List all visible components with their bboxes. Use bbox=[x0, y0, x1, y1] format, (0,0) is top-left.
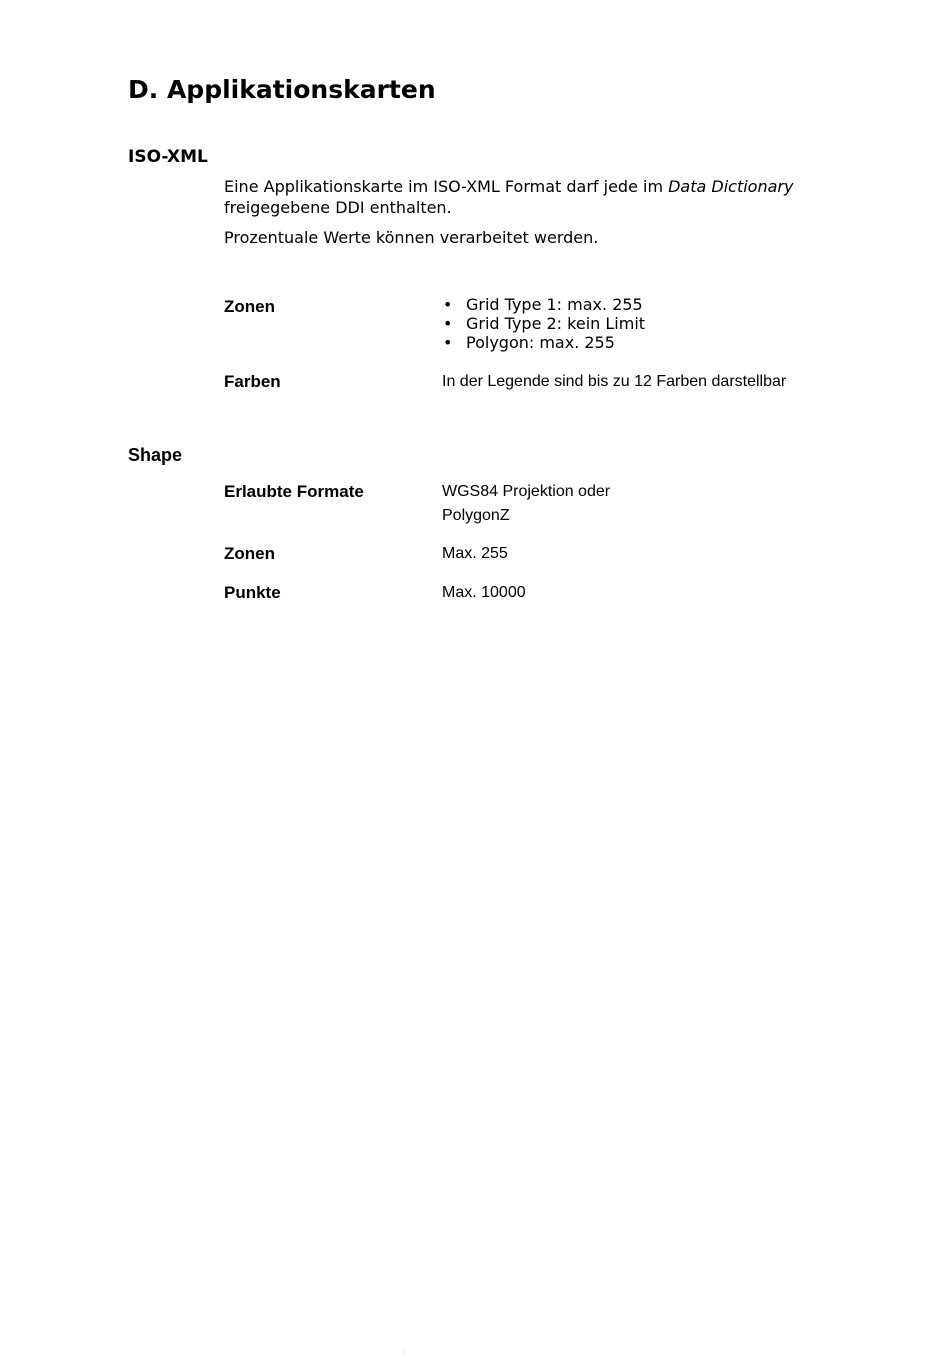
iso-xml-description-start: Eine Applikationskarte im ISO-XML Format darf jede im bbox=[224, 177, 669, 196]
iso-xml-description bbox=[224, 176, 854, 218]
page-title: D. Applikationskarten bbox=[128, 75, 436, 104]
iso-zonen-list bbox=[442, 295, 645, 352]
shape-formate-value-line1: WGS84 Projektion oder bbox=[442, 483, 611, 500]
list-item bbox=[442, 333, 645, 352]
bullet-icon: • bbox=[443, 295, 453, 314]
shape-zonen-value: Max. 255 bbox=[442, 545, 508, 562]
shape-punkte-label: Punkte bbox=[224, 583, 281, 602]
section-heading-iso-xml: ISO-XML bbox=[128, 147, 208, 167]
zonen-item-text: Grid Type 1: max. 255 bbox=[466, 295, 643, 314]
list-item bbox=[442, 295, 645, 314]
shape-zonen-label: Zonen bbox=[224, 544, 275, 563]
shape-formate-label: Erlaubte Formate bbox=[224, 482, 364, 501]
zonen-item-text: Grid Type 2: kein Limit bbox=[466, 314, 646, 333]
shape-formate-value-line2: PolygonZ bbox=[442, 507, 510, 524]
list-item bbox=[442, 314, 645, 333]
iso-xml-description-end: freigegebene DDI enthalten. bbox=[224, 198, 452, 217]
data-dictionary-term: Data Dictionary bbox=[668, 177, 794, 196]
footer-mark: : bbox=[402, 1348, 405, 1356]
shape-punkte-value: Max. 10000 bbox=[442, 584, 526, 601]
iso-farben-label: Farben bbox=[224, 372, 281, 391]
zonen-item-text: Polygon: max. 255 bbox=[466, 333, 615, 352]
iso-farben-value: In der Legende sind bis zu 12 Farben darstellbar bbox=[442, 373, 787, 390]
percent-values-note: Prozentuale Werte können verarbeitet werden. bbox=[224, 228, 599, 247]
section-heading-shape: Shape bbox=[128, 445, 183, 465]
bullet-icon: • bbox=[443, 333, 453, 352]
iso-zonen-label: Zonen bbox=[224, 297, 275, 316]
bullet-icon: • bbox=[443, 314, 453, 333]
